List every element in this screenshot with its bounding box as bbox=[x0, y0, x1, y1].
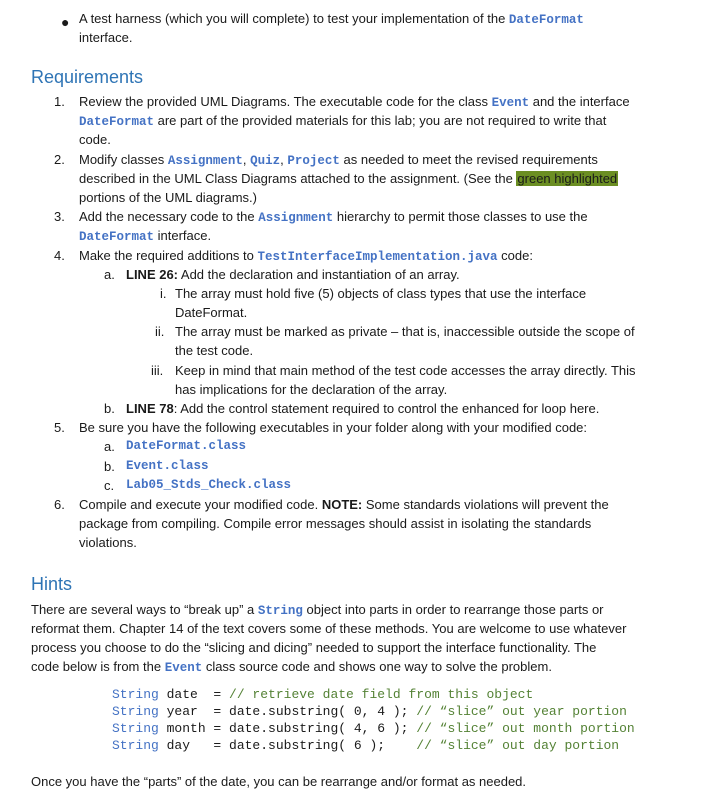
sublist-letter: c. bbox=[104, 478, 115, 493]
list-item-1: Review the provided UML Diagrams. The executable code for the class Event and the interface bbox=[79, 94, 630, 110]
roman-item-i-line2: DateFormat. bbox=[175, 305, 248, 320]
roman-item-ii-line2: the test code. bbox=[175, 343, 254, 358]
code-stds-check-class: Lab05_Stds_Check.class bbox=[126, 478, 292, 492]
roman-number: ii. bbox=[155, 324, 165, 339]
code-string: String bbox=[257, 604, 303, 618]
code-dateformat: DateFormat bbox=[79, 115, 155, 129]
list-item-2: Modify classes Assignment, Quiz, Project as needed to meet the revised requirements bbox=[79, 152, 598, 168]
roman-item-iii-line2: has implications for the declaration of the array. bbox=[175, 382, 448, 397]
list-item-4: Make the required additions to TestInterfaceImplementation.java code: bbox=[79, 248, 533, 264]
roman-item-iii: Keep in mind that main method of the test code accesses the array directly. This bbox=[175, 363, 636, 378]
code-event: Event bbox=[164, 661, 203, 675]
hints-paragraph-line3: process you choose to do the “slicing and dicing” needed to support the interface functionality. The bbox=[31, 640, 597, 655]
code-event: Event bbox=[491, 96, 530, 110]
code-test-file: TestInterfaceImplementation.java bbox=[257, 250, 498, 264]
sublist-letter: b. bbox=[104, 459, 115, 474]
bullet-text-2: interface. bbox=[79, 30, 133, 45]
code-quiz: Quiz bbox=[250, 154, 281, 168]
code-event-class: Event.class bbox=[126, 459, 209, 473]
code-project: Project bbox=[287, 154, 340, 168]
list-item-5: Be sure you have the following executables in your folder along with your modified code: bbox=[79, 420, 588, 435]
sublist-letter: a. bbox=[104, 267, 115, 282]
list-item-6-line2: package from compiling. Compile error messages should assist in isolating the standards bbox=[79, 516, 592, 531]
list-item-6: Compile and execute your modified code. NOTE: Some standards violations will prevent the bbox=[79, 497, 609, 512]
list-item-6-line3: violations. bbox=[79, 535, 137, 550]
code-line: String year = date.substring( 0, 4 ); // “slice” out year portion bbox=[112, 704, 627, 719]
bullet-dot: ● bbox=[61, 14, 70, 30]
sublist-item-a: LINE 26: Add the declaration and instantiation of an array. bbox=[126, 267, 460, 282]
code-assignment: Assignment bbox=[258, 211, 334, 225]
code-dateformat: DateFormat bbox=[79, 230, 155, 244]
list-item-2-line3: portions of the UML diagrams.) bbox=[79, 190, 257, 205]
list-number: 6. bbox=[54, 497, 65, 512]
list-number: 5. bbox=[54, 420, 65, 435]
list-item-3: Add the necessary code to the Assignment hierarchy to permit those classes to use the bbox=[79, 209, 588, 225]
roman-item-i: The array must hold five (5) objects of class types that use the interface bbox=[175, 286, 587, 301]
sublist-letter: b. bbox=[104, 401, 115, 416]
sublist-item-b: LINE 78: Add the control statement required to control the enhanced for loop here. bbox=[126, 401, 600, 416]
code-dateformat-class: DateFormat.class bbox=[126, 439, 247, 453]
code-assignment: Assignment bbox=[167, 154, 243, 168]
sublist-letter: a. bbox=[104, 439, 115, 454]
roman-item-ii: The array must be marked as private – that is, inaccessible outside the scope of bbox=[175, 324, 635, 339]
bullet-text: A test harness (which you will complete) to test your implementation of the DateFormat bbox=[79, 11, 584, 27]
list-number: 2. bbox=[54, 152, 65, 167]
requirements-heading: Requirements bbox=[31, 67, 144, 87]
hints-paragraph-line1: There are several ways to “break up” a String object into parts in order to rearrange those parts or bbox=[31, 602, 604, 618]
roman-number: i. bbox=[160, 286, 167, 301]
hints-closing: Once you have the “parts” of the date, you can be rearrange and/or format as needed. bbox=[31, 774, 527, 789]
code-line: String day = date.substring( 6 ); // “slice” out day portion bbox=[112, 738, 620, 753]
hints-heading: Hints bbox=[31, 574, 73, 594]
code-line: String month = date.substring( 4, 6 ); // “slice” out month portion bbox=[112, 721, 635, 736]
list-number: 1. bbox=[54, 94, 65, 109]
roman-number: iii. bbox=[151, 363, 164, 378]
code-dateformat: DateFormat bbox=[508, 13, 584, 27]
list-item-3-line2: DateFormat interface. bbox=[79, 228, 212, 244]
list-item-2-line2: described in the UML Class Diagrams attached to the assignment. (See the green highlighted bbox=[79, 171, 618, 186]
list-number: 4. bbox=[54, 248, 65, 263]
hints-paragraph-line4: code below is from the Event class source code and shows one way to solve the problem. bbox=[31, 659, 552, 675]
green-highlight: green highlighted bbox=[517, 171, 618, 186]
list-number: 3. bbox=[54, 209, 65, 224]
hints-paragraph-line2: reformat them. Chapter 14 of the text covers some of these methods. You are welcome to use whatever bbox=[31, 621, 627, 636]
code-line: String date = // retrieve date field from this object bbox=[112, 687, 534, 702]
list-item-1-line2: DateFormat are part of the provided materials for this lab; you are not required to write that bbox=[79, 113, 607, 129]
list-item-1-line3: code. bbox=[79, 132, 111, 147]
